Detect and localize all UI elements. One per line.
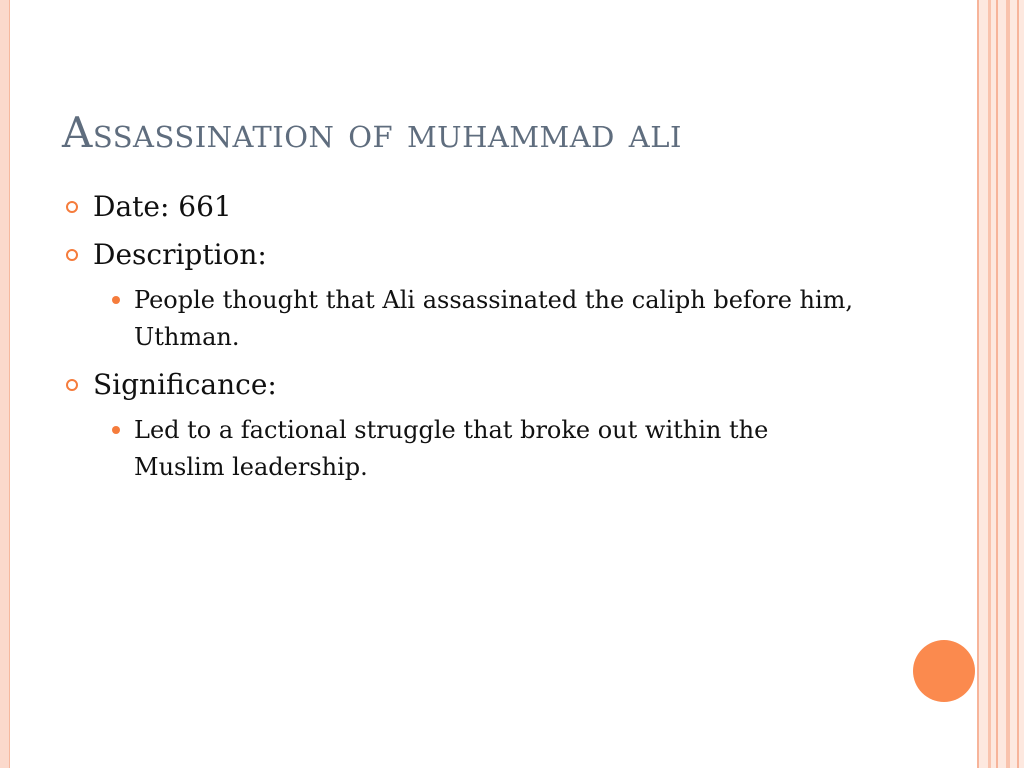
bullet-text: Description: bbox=[93, 238, 267, 271]
slide-body bbox=[62, 188, 922, 496]
left-border-decoration bbox=[0, 0, 10, 768]
stripe-decoration bbox=[996, 0, 998, 768]
ring-bullet-icon bbox=[66, 249, 78, 261]
orange-circle-decoration bbox=[913, 640, 975, 702]
bullet-significance bbox=[62, 366, 922, 404]
sub-bullet-text: Led to a factional struggle that broke out within the Muslim leadership. bbox=[134, 416, 769, 481]
sub-bullet-description bbox=[134, 282, 854, 356]
dot-bullet-icon bbox=[112, 426, 120, 434]
slide-title: Assassination of muhammad ali bbox=[62, 108, 682, 157]
stripe-decoration bbox=[1017, 0, 1019, 768]
bullet-date bbox=[62, 188, 922, 226]
ring-bullet-icon bbox=[66, 201, 78, 213]
stripe-decoration bbox=[977, 0, 979, 768]
ring-bullet-icon bbox=[66, 379, 78, 391]
dot-bullet-icon bbox=[112, 296, 120, 304]
sub-bullet-text: People thought that Ali assassinated the caliph before him, Uthman. bbox=[134, 286, 854, 351]
bullet-text: Date: 661 bbox=[93, 190, 232, 223]
bullet-text: Significance: bbox=[93, 368, 277, 401]
bullet-description bbox=[62, 236, 922, 274]
sub-bullet-significance bbox=[134, 412, 854, 486]
stripe-decoration bbox=[1006, 0, 1010, 768]
stripe-decoration bbox=[988, 0, 991, 768]
